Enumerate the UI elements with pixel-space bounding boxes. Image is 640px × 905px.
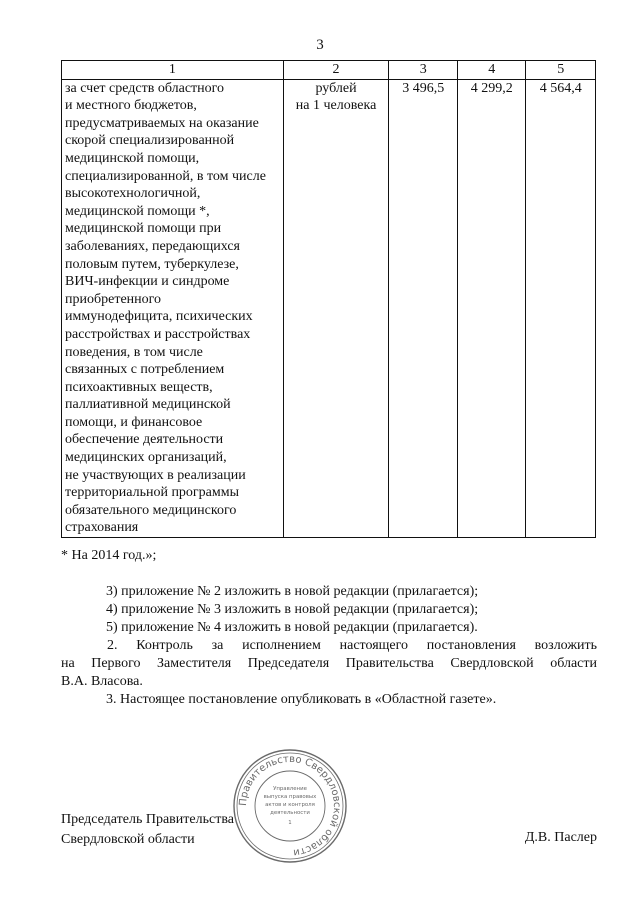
page-number: 3 — [316, 37, 324, 53]
table-row — [62, 79, 596, 537]
description-line: половым путем, туберкулезе, — [65, 256, 239, 272]
description-line: иммунодефицита, психических — [65, 309, 253, 325]
amendment-item: 4) приложение № 3 изложить в новой редакции (прилагается); — [106, 602, 479, 617]
amendment-item: 5) приложение № 4 изложить в новой редакции (прилагается). — [106, 620, 478, 635]
control-clause-line-1: 2. Контроль за исполнением настоящего постановления возложить — [107, 638, 597, 653]
stamp-inner-line: актов и контроля — [265, 802, 315, 808]
description-line: страхования — [65, 520, 139, 536]
description-line: не участвующих в реализации — [65, 467, 246, 483]
stamp-inner-line: 1 — [288, 820, 292, 826]
description-line: высокотехнологичной, — [65, 186, 201, 202]
description-line: обязательного медицинского — [65, 502, 237, 518]
stamp-outer-text: Правительство Свердловской области — [237, 753, 343, 858]
stamp-inner-line: деятельности — [270, 810, 310, 816]
row-unit — [283, 79, 389, 537]
header-col-3: 3 — [389, 61, 458, 80]
description-line: паллиативной медицинской — [65, 397, 231, 413]
header-col-2: 2 — [283, 61, 389, 80]
description-line: связанных с потреблением — [65, 362, 225, 378]
row-description — [62, 79, 284, 537]
publish-clause: 3. Настоящее постановление опубликовать в «Областной газете». — [106, 692, 497, 707]
description-line: скорой специализированной — [65, 133, 235, 149]
description-line: ВИЧ-инфекции и синдроме — [65, 274, 230, 290]
footnote: * На 2014 год.»; — [61, 548, 157, 563]
description-line: за счет средств областного — [65, 80, 225, 96]
description-line: предусматриваемых на оказание — [65, 115, 259, 131]
description-line: и местного бюджетов, — [65, 98, 197, 114]
official-stamp — [232, 748, 348, 864]
signatory-name: Д.В. Паслер — [524, 830, 597, 845]
control-clause-line-3: В.А. Власова. — [61, 674, 143, 689]
signatory-title-line-1: Председатель Правительства — [61, 812, 234, 827]
signatory-title — [61, 810, 234, 850]
description-line: приобретенного — [65, 291, 162, 307]
table-header-row — [62, 61, 596, 80]
header-col-1: 1 — [62, 61, 284, 80]
description-line: медицинской помощи, — [65, 150, 200, 166]
unit-line-1: рублей — [315, 80, 357, 96]
description-line: психоактивных веществ, — [65, 379, 213, 395]
description-line: медицинской помощи *, — [65, 203, 210, 219]
amendment-item: 3) приложение № 2 изложить в новой редакции (прилагается); — [106, 584, 479, 599]
signatory-title-line-2: Свердловской области — [61, 832, 195, 847]
control-clause-line-2: на Первого Заместителя Председателя Правительства Свердловской области — [61, 656, 597, 671]
description-line: территориальной программы — [65, 485, 240, 501]
indicator-table — [61, 60, 596, 538]
description-line: обеспечение деятельности — [65, 432, 224, 448]
description-line: расстройствах и расстройствах — [65, 326, 251, 342]
value-col-5: 4 564,4 — [526, 79, 596, 537]
description-line: заболеваниях, передающихся — [65, 238, 240, 254]
stamp-inner-line: выпуска правовых — [263, 794, 317, 800]
description-line: медицинской помощи при — [65, 221, 222, 237]
description-line: помощи, и финансовое — [65, 414, 203, 430]
description-line: поведения, в том числе — [65, 344, 203, 360]
description-line: медицинских организаций, — [65, 450, 227, 466]
stamp-inner-line: Управление — [273, 786, 307, 792]
unit-line-2: на 1 человека — [295, 98, 377, 114]
description-line: специализированной, в том числе — [65, 168, 266, 184]
header-col-4: 4 — [457, 61, 526, 80]
value-col-4: 4 299,2 — [457, 79, 526, 537]
header-col-5: 5 — [526, 61, 596, 80]
value-col-3: 3 496,5 — [389, 79, 458, 537]
